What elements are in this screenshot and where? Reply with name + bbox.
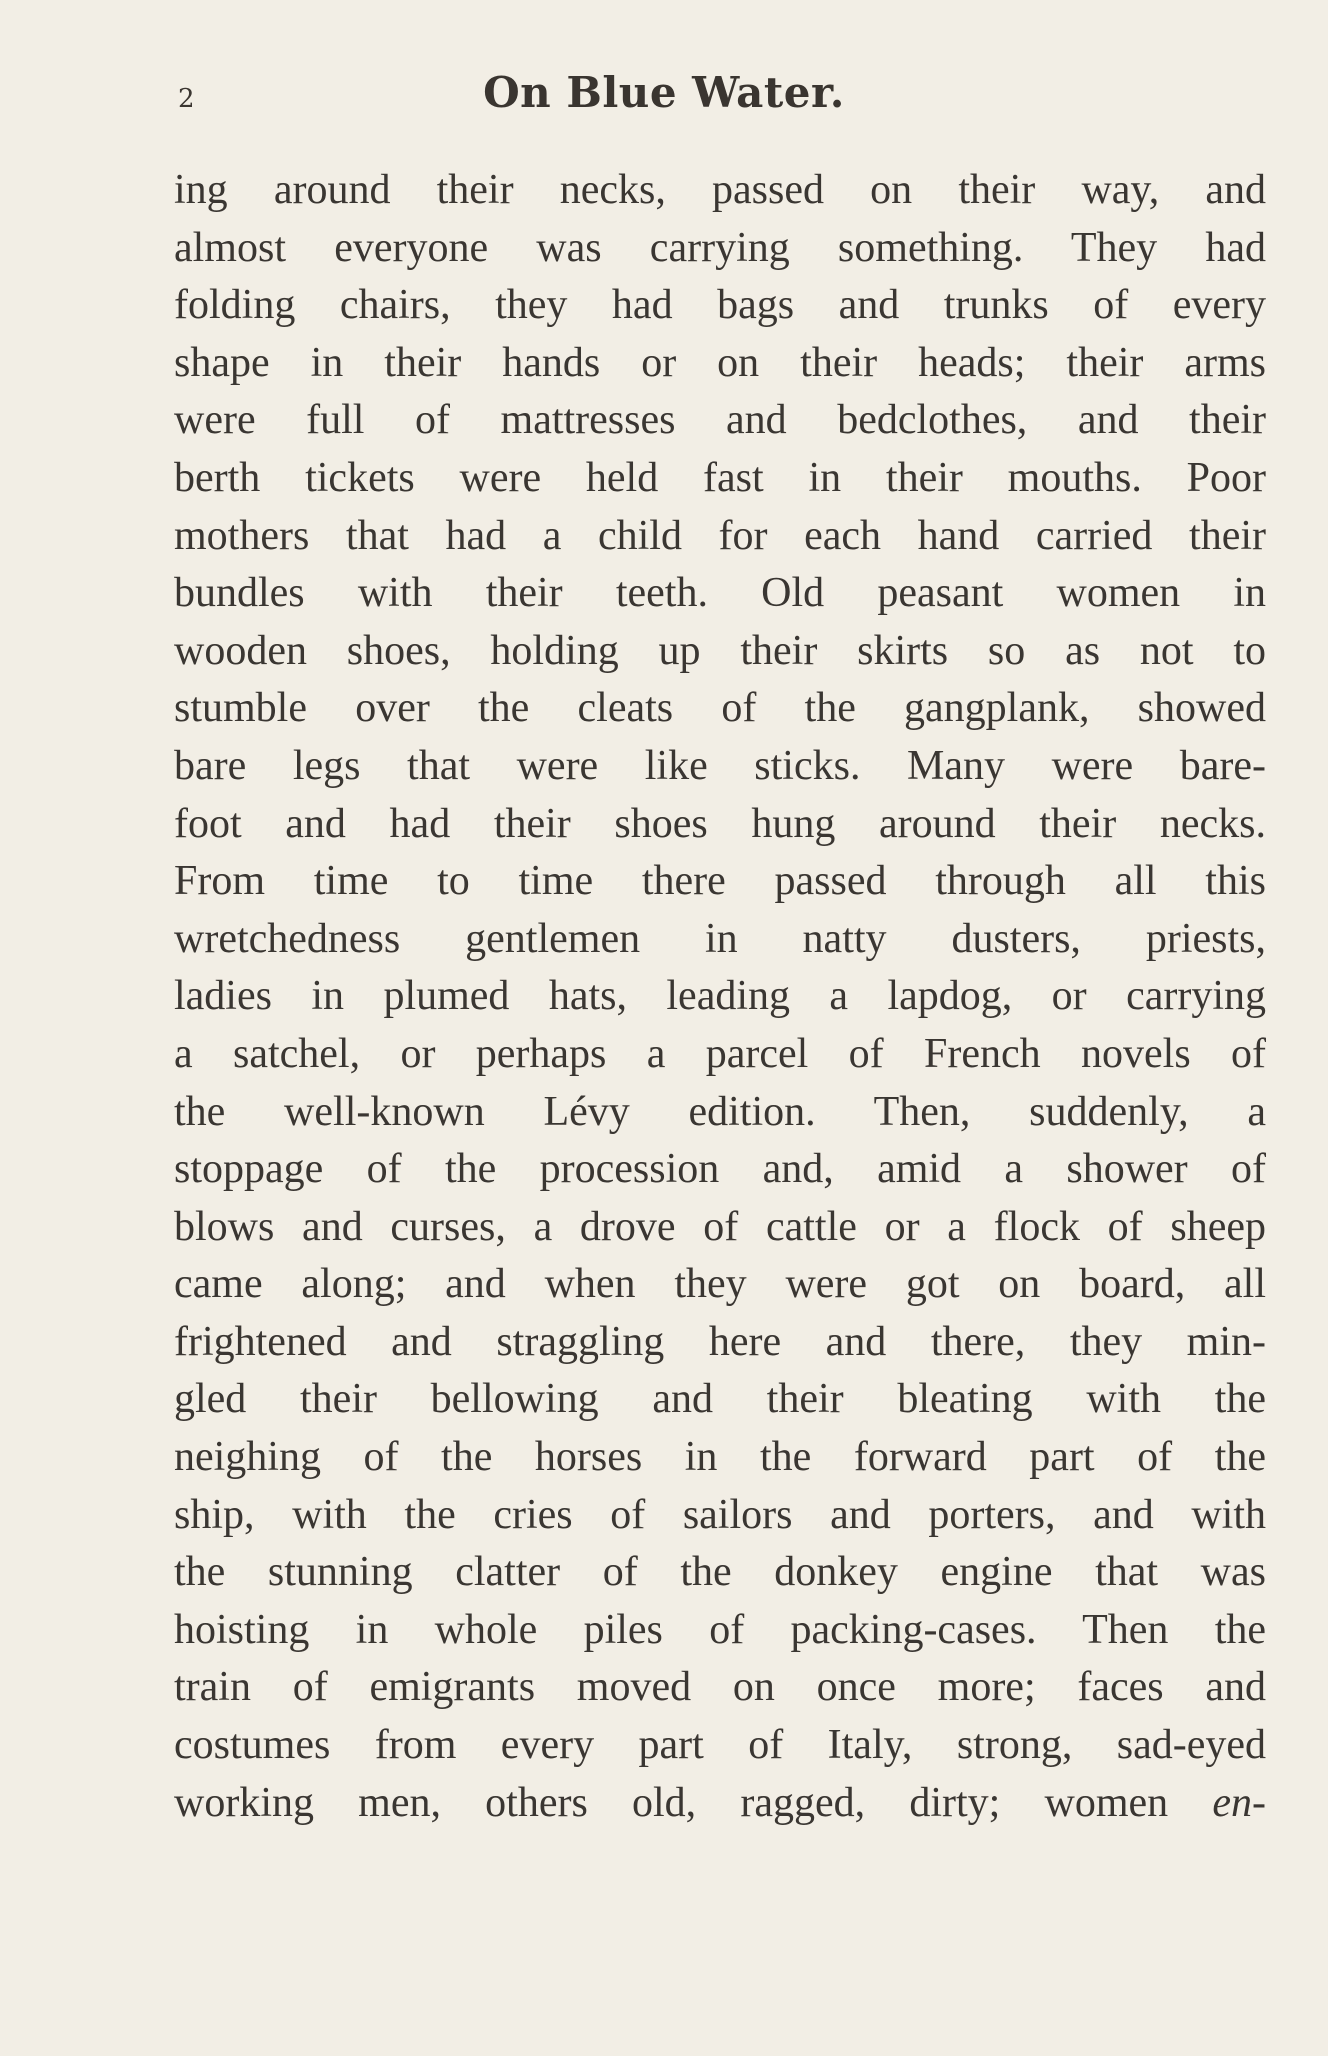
last-line-text: working men, others old, ragged, dirty; women — [174, 1779, 1169, 1826]
text-line: train of emigrants moved on once more; faces and — [174, 1664, 1266, 1711]
text-line: wooden shoes, holding up their skirts so as not to — [174, 627, 1266, 674]
last-line-italic: en- — [1212, 1779, 1267, 1826]
text-line: bare legs that were like sticks. Many were bare- — [174, 742, 1266, 789]
text-line: hoisting in whole piles of packing-cases. Then the — [174, 1606, 1266, 1653]
text-line-last — [174, 1775, 1266, 1833]
body-text — [174, 162, 1266, 1832]
text-line: shape in their hands or on their heads; their arms — [174, 339, 1266, 386]
text-line: stumble over the cleats of the gangplank, showed — [174, 685, 1266, 732]
text-line: costumes from every part of Italy, strong, sad-eyed — [174, 1722, 1266, 1769]
text-line: From time to time there passed through all this — [174, 858, 1266, 905]
text-line: came along; and when they were got on board, all — [174, 1261, 1266, 1308]
text-line: were full of mattresses and bedclothes, and their — [174, 397, 1266, 444]
text-line: the stunning clatter of the donkey engine that was — [174, 1549, 1266, 1596]
text-line: ladies in plumed hats, leading a lapdog, or carrying — [174, 973, 1266, 1020]
text-line: ing around their necks, passed on their way, and — [174, 167, 1266, 213]
text-line: almost everyone was carrying something. They had — [174, 224, 1266, 271]
text-line: bundles with their teeth. Old peasant women in — [174, 570, 1266, 617]
text-line: folding chairs, they had bags and trunks of every — [174, 282, 1266, 329]
text-line: mothers that had a child for each hand carried their — [174, 512, 1266, 559]
text-line: foot and had their shoes hung around their necks. — [174, 800, 1266, 847]
text-line: stoppage of the procession and, amid a shower of — [174, 1146, 1266, 1193]
text-line: a satchel, or perhaps a parcel of French novels of — [174, 1030, 1266, 1077]
text-line: gled their bellowing and their bleating with the — [174, 1376, 1266, 1423]
text-line: the well-known Lévy edition. Then, suddenly, a — [174, 1088, 1266, 1135]
running-head: On Blue Water. — [483, 68, 845, 117]
page-number: 2 — [178, 84, 195, 114]
text-line: blows and curses, a drove of cattle or a flock of sheep — [174, 1203, 1266, 1250]
text-line: berth tickets were held fast in their mouths. Poor — [174, 454, 1266, 501]
text-line: ship, with the cries of sailors and porters, and with — [174, 1491, 1266, 1538]
text-line: neighing of the horses in the forward part of the — [174, 1434, 1266, 1481]
text-line: wretchedness gentlemen in natty dusters, priests, — [174, 915, 1266, 962]
text-line: frightened and straggling here and there, they min- — [174, 1318, 1266, 1365]
